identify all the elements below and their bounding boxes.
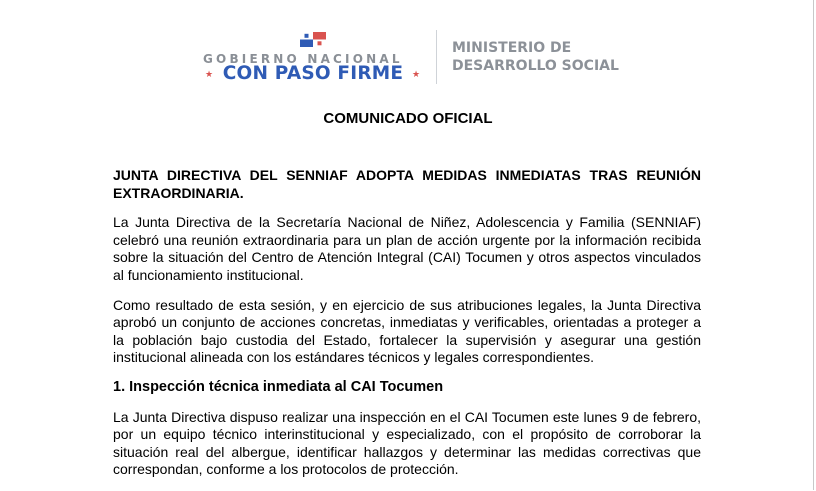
letterhead <box>0 28 816 88</box>
paragraph: La Junta Directiva dispuso realizar una inspección en el CAI Tocumen este lunes 9 de febrero, por un equipo técnico interinstitucional y especializado, con el propósito de corroborar la situación real del albergue, identificar hallazgos y determinar las medidas correctivas que correspondan, conforme a los protocolos de protección. <box>113 408 701 478</box>
star-icon: ★ <box>205 70 214 80</box>
headline: JUNTA DIRECTIVA DEL SENNIAF ADOPTA MEDIDAS INMEDIATAS TRAS REUNIÓN EXTRAORDINARIA. <box>113 167 701 201</box>
star-icon: ★ <box>412 70 421 80</box>
document-body <box>113 167 701 491</box>
logo-line1: GOBIERNO NACIONAL <box>203 52 403 66</box>
ministry-line2: DESARROLLO SOCIAL <box>452 58 619 74</box>
ministry-line1: MINISTERIO DE <box>452 40 572 56</box>
panama-flag-icon <box>300 32 326 47</box>
header-divider <box>436 30 437 84</box>
logo-line2: CON PASO FIRME <box>222 63 404 84</box>
section-heading: 1. Inspección técnica inmediata al CAI Tocumen <box>113 378 444 395</box>
ministry-name <box>452 39 642 75</box>
paragraph: La Junta Directiva de la Secretaría Nacional de Niñez, Adolescencia y Familia (SENNIAF) celebró una reunión extraordinaria para un plan de acción urgente por la información recibida sobre la situación del Centro de Atención Integral (CAI) Tocumen y otros aspectos vinculados al funcionamiento institucional. <box>113 214 701 283</box>
document-title: COMUNICADO OFICIAL <box>323 110 493 127</box>
paragraph: Como resultado de esta sesión, y en ejercicio de sus atribuciones legales, la Junta Directiva aprobó un conjunto de acciones concretas, inmediatas y verificables, orientadas a proteger a la población bajo custodia del Estado, fortalecer la supervisión y asegurar una gestión institucional alineada con los estándares técnicos y legales correspondientes. <box>113 296 701 366</box>
